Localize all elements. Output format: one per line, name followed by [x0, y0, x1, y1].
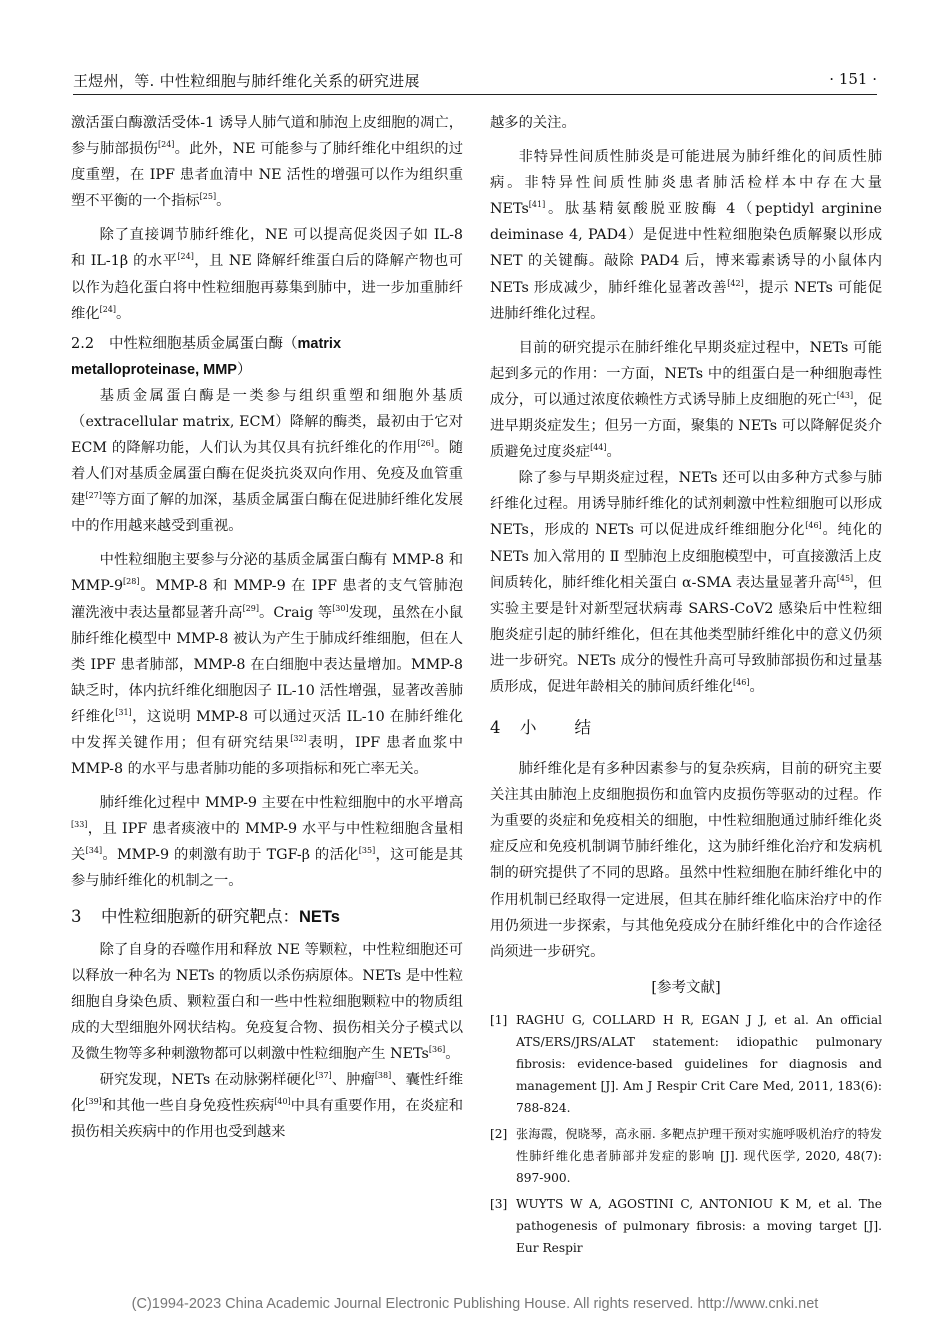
- citation[interactable]: [29]: [242, 603, 260, 613]
- paragraph: 越多的关注。: [490, 115, 576, 131]
- paragraph: 除了参与早期炎症过程，NETs 还可以由多种方式参与肺纤维化过程。用诱导肺纤维化的试剂刺激中性粒细胞可以形成 NETs，形成的 NETs 可以促进成纤维细胞分化[46]。纯化的 NETs 加入常用的 Ⅱ 型肺泡上皮细胞模型中，可直接激活上皮间质转化，肺纤维化相关蛋白 α-SMA 表达量显著升高[45]，但实验主要是针对新型冠状病毒 SARS-CoV2 感染后中性粒细胞炎症引起的肺纤维化，但在其他类型肺纤维化中的意义仍须进一步研究。NETs 成分的慢性升高可导致肺部损伤和过量基质形成，促进年龄相关的肺间质纤维化[46]。: [490, 470, 883, 695]
- paragraph: 中性粒细胞主要参与分泌的基质金属蛋白酶有 MMP-8 和 MMP-9[28]。MMP-8 和 MMP-9 在 IPF 患者的支气管肺泡灌洗液中表达量都显著升高[29]。Craig 等[30]发现，虽然在小鼠肺纤维化模型中 MMP-8 被认为产生于肺成纤维细胞，但在人类 IPF 患者肺部，MMP-8 在白细胞中表达量增加。MMP-8 缺乏时，体内抗纤维化细胞因子 IL-10 活性增强，显著改善肺纤维化[31]，这说明 MMP-8 可以通过灭活 IL-10 在肺纤维化中发挥关键作用；但有研究结果[32]表明，IPF 患者血浆中 MMP-8 的水平与患者肺功能的多项指标和死亡率无关。: [71, 552, 463, 778]
- references-title: [参考文献]: [651, 979, 721, 996]
- paragraph: 除了自身的吞噬作用和释放 NE 等颗粒，中性粒细胞还可以释放一种名为 NETs 的物质以杀伤病原体。NETs 是中性粒细胞自身染色质、颗粒蛋白和一些中性粒细胞颗粒中的物质组成的大型细胞外网状结构。免疫复合物、损伤相关分子模式以及微生物等多种刺激物都可以刺激中性粒细胞产生 NETs[36]。: [71, 941, 463, 1062]
- header-rule: [73, 94, 877, 95]
- reference-item: [1] RAGHU G, COLLARD H R, EGAN J J, et al. An official ATS/ERS/JRS/ALAT statement: idiopathic pulmonary fibrosis: evidence-based guidelines for diagnosis and management [J]. Am J Respir Crit Care Med, 2011, 183(6): 788-824.: [490, 1012, 882, 1115]
- citation[interactable]: [42]: [727, 278, 744, 288]
- citation[interactable]: [33]: [71, 820, 88, 830]
- citation[interactable]: [46]: [733, 678, 750, 688]
- citation[interactable]: [46]: [805, 521, 822, 531]
- section-heading-2-2: 2.2 中性粒细胞基质金属蛋白酶（matrix metalloproteinase, MMP）: [71, 335, 342, 378]
- citation[interactable]: [28]: [123, 577, 140, 587]
- citation[interactable]: [38]: [374, 1071, 392, 1081]
- citation[interactable]: [45]: [836, 573, 854, 583]
- right-column: [490, 110, 882, 1263]
- paragraph: 肺纤维化过程中 MMP-9 主要在中性粒细胞中的水平增高[33]，且 IPF 患者痰液中的 MMP-9 水平与中性粒细胞含量相关[34]。MMP-9 的刺激有助于 TGF-β 的活化[35]，这可能是其参与肺纤维化的机制之一。: [71, 795, 463, 890]
- running-title: 王煜州，等. 中性粒细胞与肺纤维化关系的研究进展: [73, 72, 420, 90]
- copyright-footer: (C)1994-2023 China Academic Journal Electronic Publishing House. All rights reserved. http://www.cnki.net: [131, 1296, 819, 1312]
- citation[interactable]: [31]: [115, 708, 132, 718]
- citation[interactable]: [25]: [199, 192, 217, 202]
- citation[interactable]: [32]: [290, 734, 307, 744]
- citation[interactable]: [44]: [590, 443, 607, 453]
- paragraph: 研究发现，NETs 在动脉粥样硬化[37]、肿瘤[38]、囊性纤维化[39]和其他一些自身免疫性疾病[40]中具有重要作用，在炎症和损伤相关疾病中的作用也受到越来: [71, 1071, 464, 1141]
- citation[interactable]: [30]: [332, 603, 349, 613]
- citation[interactable]: [41]: [528, 200, 546, 210]
- citation[interactable]: [24]: [157, 140, 175, 150]
- paragraph: 除了直接调节肺纤维化，NE 可以提高促炎因子如 IL-8 和 IL-1β 的水平[24]，且 NE 降解纤维蛋白后的降解产物也可以作为趋化蛋白将中性粒细胞再募集到肺中，进一步加重肺纤维化[24]。: [71, 227, 463, 322]
- citation[interactable]: [43]: [836, 391, 854, 401]
- paragraph: 目前的研究提示在肺纤维化早期炎症过程中，NETs 可能起到多元的作用：一方面，NETs 中的组蛋白是一种细胞毒性成分，可以通过浓度依赖性方式诱导肺上皮细胞的死亡[43]，促进早期炎症发生；但另一方面，聚集的 NETs 可以降解促炎介质避免过度炎症[44]。: [490, 339, 882, 461]
- reference-item: [3] WUYTS W A, AGOSTINI C, ANTONIOU K M, et al. The pathogenesis of pulmonary fibrosis: a moving target [J]. Eur Respir: [490, 1196, 882, 1255]
- paragraph: 基质金属蛋白酶是一类参与组织重塑和细胞外基质（extracellular matrix, ECM）降解的酶类，最初由于它对 ECM 的降解功能，人们认为其仅具有抗纤维化的作用[26]。随着人们对基质金属蛋白酶在促炎抗炎双向作用、免疫及血管重建[27]等方面了解的加深，基质金属蛋白酶在促进肺纤维化发展中的作用越来越受到重视。: [71, 387, 464, 535]
- paragraph: 激活蛋白酶激活受体-1 诱导人肺气道和肺泡上皮细胞的凋亡，参与肺部损伤[24]。此外，NE 可能参与了肺纤维化中组织的过度重塑，在 IPF 患者血清中 NE 活性的增强可以作为组织重塑不平衡的一个指标[25]。: [71, 115, 464, 210]
- citation[interactable]: [34]: [85, 846, 103, 856]
- citation[interactable]: [40]: [274, 1097, 291, 1107]
- citation[interactable]: [24]: [99, 304, 117, 314]
- section-heading-4: 4 小结: [490, 718, 629, 738]
- page-number: · 151 ·: [829, 70, 877, 88]
- citation[interactable]: [39]: [85, 1097, 102, 1107]
- running-header: [73, 66, 877, 96]
- citation[interactable]: [24]: [177, 252, 194, 262]
- citation[interactable]: [27]: [85, 491, 102, 501]
- citation[interactable]: [35]: [358, 846, 376, 856]
- left-column: [71, 110, 463, 1145]
- citation[interactable]: [26]: [417, 439, 434, 449]
- paragraph: 肺纤维化是有多种因素参与的复杂疾病，目前的研究主要关注其由肺泡上皮细胞损伤和血管内皮损伤等驱动的过程。作为重要的炎症和免疫相关的细胞，中性粒细胞通过肺纤维化炎症反应和免疫机制调节肺纤维化，这为肺纤维化治疗和发病机制的研究提供了不同的思路。虽然中性粒细胞在肺纤维化中的作用机制已经取得一定进展，但其在肺纤维化临床治疗中的作用仍须进一步探索，与其他免疫成分在肺纤维化中的合作途径尚须进一步研究。: [490, 761, 882, 960]
- citation[interactable]: [36]: [428, 1045, 446, 1055]
- section-heading-3: 3 中性粒细胞新的研究靶点：NETs: [71, 906, 340, 926]
- citation[interactable]: [37]: [315, 1071, 332, 1081]
- reference-item: [2] 张海霞，倪晓琴，高永丽. 多靶点护理干预对实施呼吸机治疗的特发性肺纤维化患者肺部并发症的影响 [J]. 现代医学, 2020, 48(7): 897-900.: [490, 1126, 882, 1185]
- paragraph: 非特异性间质性肺炎是可能进展为肺纤维化的间质性肺病。非特异性间质性肺炎患者肺活检样本中存在大量 NETs[41]。肽基精氨酸脱亚胺酶 4（peptidyl arginine deiminase 4, PAD4）是促进中性粒细胞染色质解聚以形成 NET 的关键酶。敲除 PAD4 后，博来霉素诱导的小鼠体内 NETs 形成减少，肺纤维化显著改善[42]，提示 NETs 可能促进肺纤维化过程。: [490, 149, 882, 322]
